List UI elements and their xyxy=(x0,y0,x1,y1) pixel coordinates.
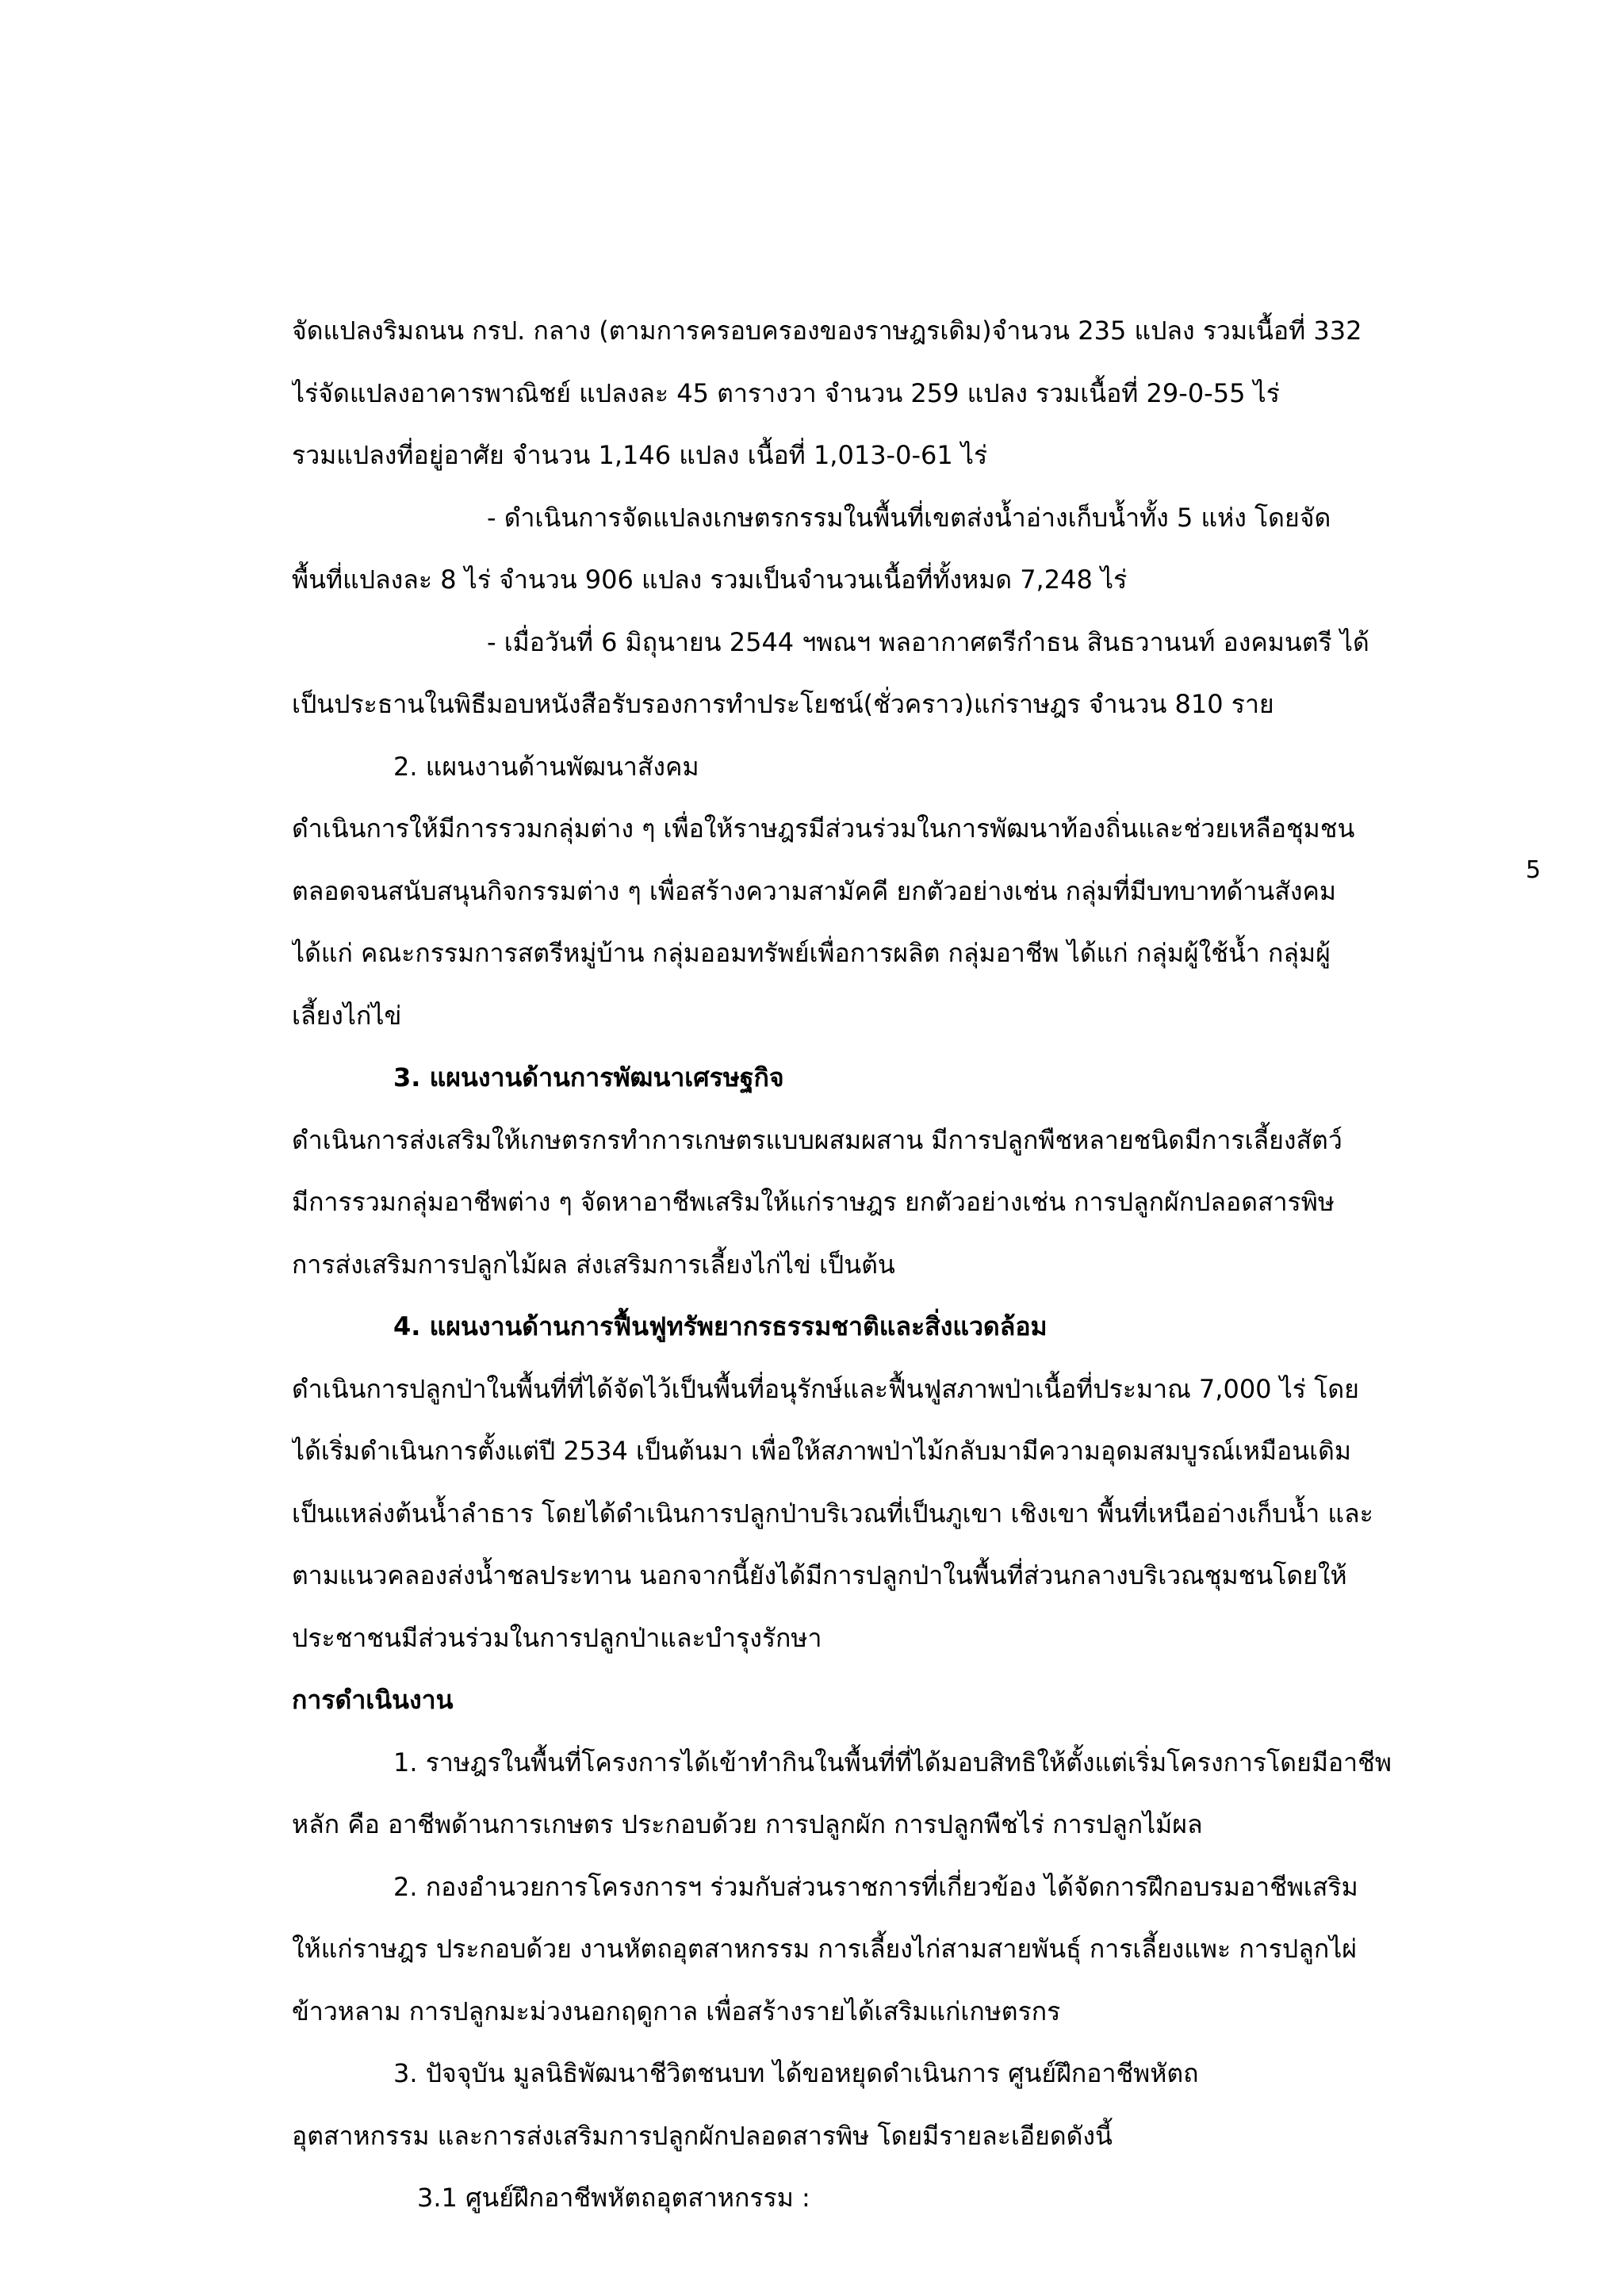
text-line: หลัก คือ อาชีพด้านการเกษตร ประกอบด้วย การปลูกผัก การปลูกพืชไร่ การปลูกไม้ผล xyxy=(292,1809,1203,1839)
text-line: มีการรวมกลุ่มอาชีพต่าง ๆ จัดหาอาชีพเสริมให้แก่ราษฎร ยกตัวอย่างเช่น การปลูกผักปลอดสารพิษ xyxy=(292,1187,1335,1217)
text-line: 3.1 ศูนย์ฝึกอาชีพหัตถอุตสาหกรรม : xyxy=(417,2183,810,2213)
text-line: ประชาชนมีส่วนร่วมในการปลูกป่าและบำรุงรักษา xyxy=(292,1622,822,1653)
text-line: - ดำเนินการจัดแปลงเกษตรกรรมในพื้นที่เขตส่งน้ำอ่างเก็บน้ำทั้ง 5 แห่ง โดยจัด xyxy=(487,502,1331,533)
text-line: 3. ปัจจุบัน มูลนิธิพัฒนาชีวิตชนบท ได้ขอหยุดดำเนินการ ศูนย์ฝึกอาชีพหัตถ xyxy=(393,2058,1199,2088)
text-line: ดำเนินการให้มีการรวมกลุ่มต่าง ๆ เพื่อให้ราษฎรมีส่วนร่วมในการพัฒนาท้องถิ่นและช่วยเหลือชุมชน xyxy=(292,813,1355,844)
text-line: 2. กองอำนวยการโครงการฯ ร่วมกับส่วนราชการที่เกี่ยวข้อง ได้จัดการฝึกอบรมอาชีพเสริม xyxy=(393,1871,1358,1902)
text-line: 1. ราษฎรในพื้นที่โครงการได้เข้าทำกินในพื้นที่ที่ได้มอบสิทธิให้ตั้งแต่เริ่มโครงการโดยมีอาชีพ xyxy=(393,1747,1392,1777)
text-line: ดำเนินการปลูกป่าในพื้นที่ที่ได้จัดไว้เป็นพื้นที่อนุรักษ์และฟื้นฟูสภาพป่าเนื้อที่ประมาณ 7,000 ไร่ โดย xyxy=(292,1373,1359,1404)
text-line: พื้นที่แปลงละ 8 ไร่ จำนวน 906 แปลง รวมเป็นจำนวนเนื้อที่ทั้งหมด 7,248 ไร่ xyxy=(292,564,1128,595)
text-line: จัดแปลงริมถนน กรป. กลาง (ตามการครอบครองของราษฎรเดิม)จำนวน 235 แปลง รวมเนื้อที่ 332 xyxy=(292,316,1362,346)
text-line: เลี้ยงไก่ไข่ xyxy=(292,1000,402,1031)
text-line: ข้าวหลาม การปลูกมะม่วงนอกฤดูกาล เพื่อสร้างรายได้เสริมแก่เกษตรกร xyxy=(292,1996,1061,2026)
text-line: อุตสาหกรรม และการส่งเสริมการปลูกผักปลอดสารพิษ โดยมีรายละเอียดดังนี้ xyxy=(292,2120,1113,2151)
text-line: รวมแปลงที่อยู่อาศัย จำนวน 1,146 แปลง เนื้อที่ 1,013-0-61 ไร่ xyxy=(292,440,988,470)
document-body xyxy=(292,300,1434,2229)
section-heading-environment: 4. แผนงานด้านการฟื้นฟูทรัพยากรธรรมชาติและสิ่งแวดล้อม xyxy=(393,1311,1048,1341)
text-line: ได้แก่ คณะกรรมการสตรีหมู่บ้าน กลุ่มออมทรัพย์เพื่อการผลิต กลุ่มอาชีพ ได้แก่ กลุ่มผู้ใช้น้ำ กลุ่มผู้ xyxy=(292,938,1331,968)
section-heading-economy: 3. แผนงานด้านการพัฒนาเศรษฐกิจ xyxy=(393,1062,784,1093)
text-line: เป็นประธานในพิธีมอบหนังสือรับรองการทำประโยชน์(ชั่วคราว)แก่ราษฎร จำนวน 810 ราย xyxy=(292,689,1274,719)
page-number: 5 xyxy=(1526,856,1542,884)
text-line: ให้แก่ราษฎร ประกอบด้วย งานหัตถอุตสาหกรรม การเลี้ยงไก่สามสายพันธุ์ การเลี้ยงแพะ การปลูกไผ่ xyxy=(292,1934,1358,1964)
text-line: ไร่จัดแปลงอาคารพาณิชย์ แปลงละ 45 ตารางวา จำนวน 259 แปลง รวมเนื้อที่ 29-0-55 ไร่ xyxy=(292,377,1280,408)
text-line: ตลอดจนสนับสนุนกิจกรรมต่าง ๆ เพื่อสร้างความสามัคคี ยกตัวอย่างเช่น กลุ่มที่มีบทบาทด้านสังคม xyxy=(292,875,1336,906)
section-heading-social: 2. แผนงานด้านพัฒนาสังคม xyxy=(393,751,699,782)
text-line: การส่งเสริมการปลูกไม้ผล ส่งเสริมการเลี้ยงไก่ไข่ เป็นต้น xyxy=(292,1249,895,1280)
section-heading-operations: การดำเนินงาน xyxy=(292,1685,454,1715)
text-line: ดำเนินการส่งเสริมให้เกษตรกรทำการเกษตรแบบผสมผสาน มีการปลูกพืชหลายชนิดมีการเลี้ยงสัตว์ xyxy=(292,1124,1342,1155)
text-line: ตามแนวคลองส่งน้ำชลประทาน นอกจากนี้ยังได้มีการปลูกป่าในพื้นที่ส่วนกลางบริเวณชุมชนโดยให้ xyxy=(292,1560,1347,1590)
text-line: ได้เริ่มดำเนินการตั้งแต่ปี 2534 เป็นต้นมา เพื่อให้สภาพป่าไม้กลับมามีความอุดมสมบูรณ์เหมือนเดิม xyxy=(292,1436,1351,1466)
text-line: - เมื่อวันที่ 6 มิถุนายน 2544 ฯพณฯ พลอากาศตรีกำธน สินธวานนท์ องคมนตรี ได้ xyxy=(487,626,1369,657)
text-line: เป็นแหล่งต้นน้ำลำธาร โดยได้ดำเนินการปลูกป่าบริเวณที่เป็นภูเขา เชิงเขา พื้นที่เหนืออ่างเก็บน้ำ และ xyxy=(292,1498,1373,1529)
